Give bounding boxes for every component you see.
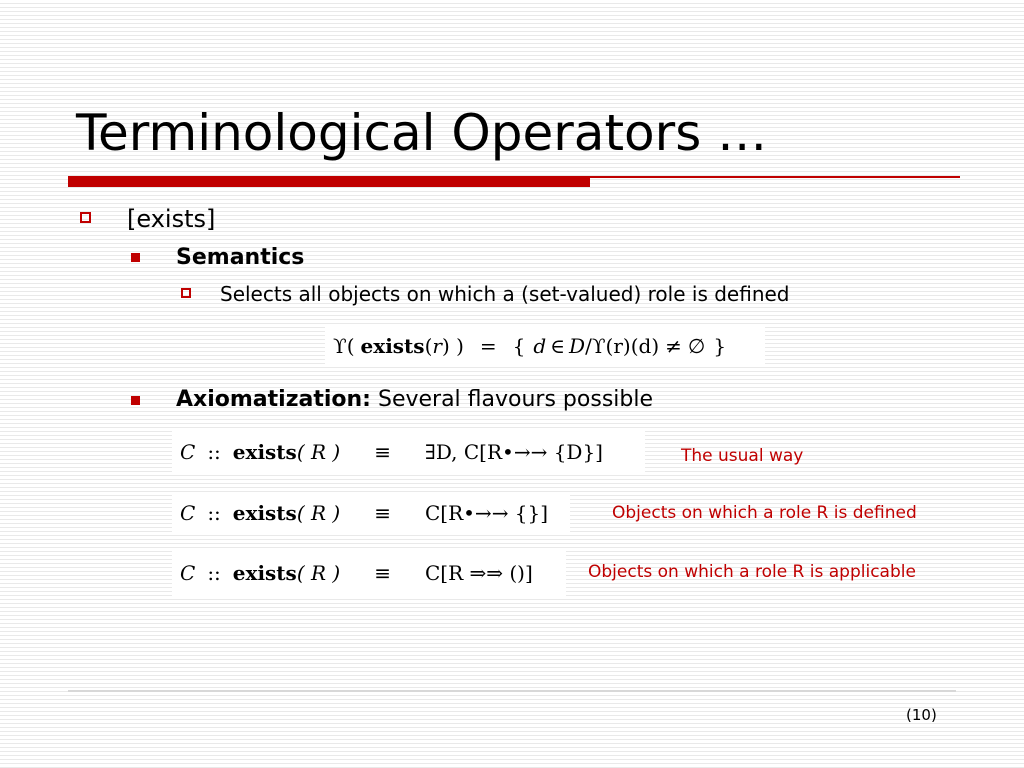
axiomatization-text: Several flavours possible [370, 387, 653, 412]
page-number: (10) [906, 706, 937, 724]
hollow-square-bullet-icon [80, 212, 91, 223]
bullet-exists: [exists] [127, 205, 216, 233]
solid-square-bullet-icon [131, 396, 140, 405]
solid-square-bullet-icon [131, 253, 140, 262]
semantics-formula: ϒ ( exists ( r ) ) = { d ∈ D /ϒ (r)(d) ≠ ∅ } [325, 326, 765, 366]
footer-divider [68, 690, 956, 692]
axiomatization-heading: Axiomatization: [176, 387, 371, 412]
axiom-note-1: The usual way [681, 446, 804, 466]
axiom-note-3: Objects on which a role R is applicable [588, 562, 916, 582]
axiom-formula-3: C :: exists ( R ) ≡ C[R ⇒⇒ ()] [172, 550, 566, 596]
axiom-formula-2: C :: exists ( R ) ≡ C[R•→→ {}] [172, 492, 570, 534]
hollow-square-bullet-icon [181, 288, 191, 298]
title-underline-thick [68, 176, 590, 187]
slide-title: Terminological Operators … [76, 104, 768, 162]
axiom-formula-1: C :: exists ( R ) ≡ ∃D, C[R•→→ {D}] [172, 431, 645, 473]
title-underline-thin [590, 176, 960, 178]
axiomatization-line [176, 386, 653, 414]
axiom-note-2: Objects on which a role R is defined [612, 503, 917, 523]
semantics-heading: Semantics [176, 245, 305, 270]
semantics-description: Selects all objects on which a (set-valued) role is defined [220, 282, 790, 306]
